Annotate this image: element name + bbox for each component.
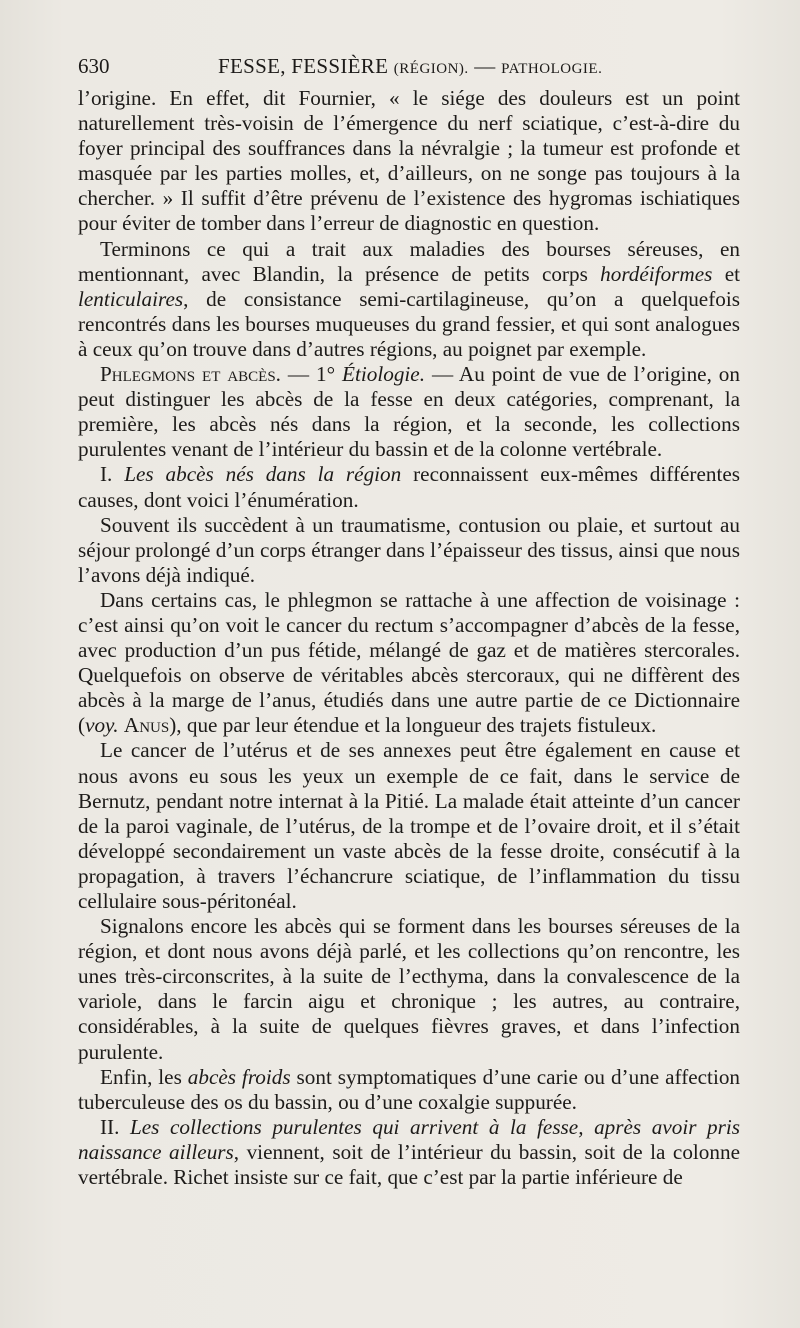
paragraph — [78, 362, 740, 462]
paragraph-text: Terminons ce qui a trait aux maladies des bourses séreuses, en mentionnant, avec Blandin, la présence de petits corps — [78, 236, 740, 286]
section-heading: Phlegmons et abcès. — [100, 362, 281, 387]
body-text — [78, 86, 740, 1190]
paragraph-text: , de consistance semi-cartilagineuse, qu’on a quelquefois rencontrés dans les bourses muqueuses du grand fessier, et qui sont analogues à ceux qu’on trouve dans d’autres régions, au poignet par exemple. — [78, 286, 740, 361]
italic-term: hordéiformes — [600, 261, 713, 286]
section-label: PATHOLOGIE. — [501, 61, 603, 77]
paragraph-text: — 1° — [280, 362, 343, 387]
italic-term: Étiologie. — [342, 362, 426, 387]
paragraph-text: sont symptomatiques d’une carie ou d’une affection tuberculeuse des os du bassin, ou d’une coxalgie suppurée. — [78, 1064, 741, 1114]
title-text: FESSE, FESSIÈRE — [218, 54, 389, 78]
running-header — [78, 50, 740, 82]
paragraph — [78, 237, 740, 362]
paragraph — [78, 513, 740, 588]
paragraph-text: et — [712, 261, 740, 286]
paragraph-text: Souvent ils succèdent à un traumatisme, contusion ou plaie, et surtout au séjour prolongé d’un corps étranger dans l’épaisseur des tissus, ainsi que nous l’avons déjà indiqué. — [78, 512, 740, 587]
paragraph — [78, 588, 740, 739]
paragraph-text: Signalons encore les abcès qui se forment dans les bourses séreuses de la région, et dont nous avons déjà parlé, et les collections qu’on rencontre, les unes très-circonscrites, à la suite de l’ecthyma, dans la convalescence de la variole, dans le farcin aigu et chronique ; les autres, au contraire, considérables, à la suite de quelques fièvres graves, et dans l’infection purulente. — [78, 914, 740, 1064]
cross-reference: Anus — [123, 713, 170, 738]
italic-term: Les abcès nés dans la région — [124, 462, 402, 487]
paragraph — [78, 1065, 740, 1115]
page-number: 630 — [78, 54, 110, 78]
paragraph-text: reconnaissent eux-mêmes différentes causes, dont voici l’énumération. — [78, 462, 740, 512]
paragraph — [78, 462, 740, 512]
paragraph-text: l’origine. En effet, dit Fournier, « le siége des douleurs est un point naturellement très-voisin de l’émergence du nerf sciatique, c’est-à-dire du foyer principal des souffrances dans la névralgie ; la tumeur est profonde et masquée par les parties molles, et, d’ailleurs, on ne songe pas toujours à la chercher. » Il suffit d’être prévenu de l’existence des hygromas ischiatiques pour éviter de tomber dans l’erreur de diagnostic en question. — [78, 86, 740, 236]
paragraph-text: I. — [100, 462, 125, 487]
italic-term: voy. — [85, 713, 119, 738]
italic-term: abcès froids — [187, 1064, 291, 1089]
paragraph-text: — Au point de vue de l’origine, on peut distinguer les abcès de la fesse en deux catégories, comprenant, la première, les abcès nés dans la région, et la seconde, les collections purulentes venant de l’intérieur du bassin et de la colonne vertébrale. — [78, 362, 740, 462]
italic-term: Les collections purulentes qui arrivent à la fesse, après avoir pris naissance ailleurs — [78, 1114, 740, 1164]
paragraph — [78, 914, 740, 1065]
paragraph-text: Dans certains cas, le phlegmon se rattache à une affection de voisinage : c’est ainsi qu’on voit le cancer du rectum s’accompagner d’abcès de la fesse, avec production d’un pus fétide, mélangé de gaz et de matières stercorales. Quelquefois on observe de véritables abcès stercoraux, qui ne diffèrent des abcès à la marge de l’anus, étudiés dans une autre partie de ce Dictionnaire ( — [78, 587, 740, 738]
italic-term: lenticulaires — [78, 286, 184, 311]
region-label: (RÉGION). — [393, 61, 469, 77]
paragraph-text: ), que par leur étendue et la longueur des trajets fistuleux. — [169, 713, 657, 738]
paragraph-text: , viennent, soit de l’intérieur du bassin, soit de la colonne vertébrale. Richet insiste sur ce fait, que c’est par la partie inférieure de — [78, 1139, 740, 1190]
paragraph — [78, 86, 740, 237]
paragraph — [78, 1115, 740, 1190]
running-title — [218, 50, 602, 85]
paragraph-text: Le cancer de l’utérus et de ses annexes peut être également en cause et nous avons eu sous les yeux un exemple de ce fait, dans le service de Bernutz, pendant notre internat à la Pitié. La malade était atteinte d’un cancer de la paroi vaginale, de l’utérus, de la trompe et de l’ovaire droit, et il s’était développé secondairement un vaste abcès de la fesse droite, consécutif à la propagation, à travers l’échancrure sciatique, de l’inflammation du tissu cellulaire sous-péritonéal. — [78, 738, 740, 913]
header-dash: — — [474, 54, 496, 78]
paragraph-text: II. — [100, 1114, 130, 1139]
paragraph — [78, 738, 740, 914]
paragraph-text: Enfin, les — [100, 1064, 188, 1089]
